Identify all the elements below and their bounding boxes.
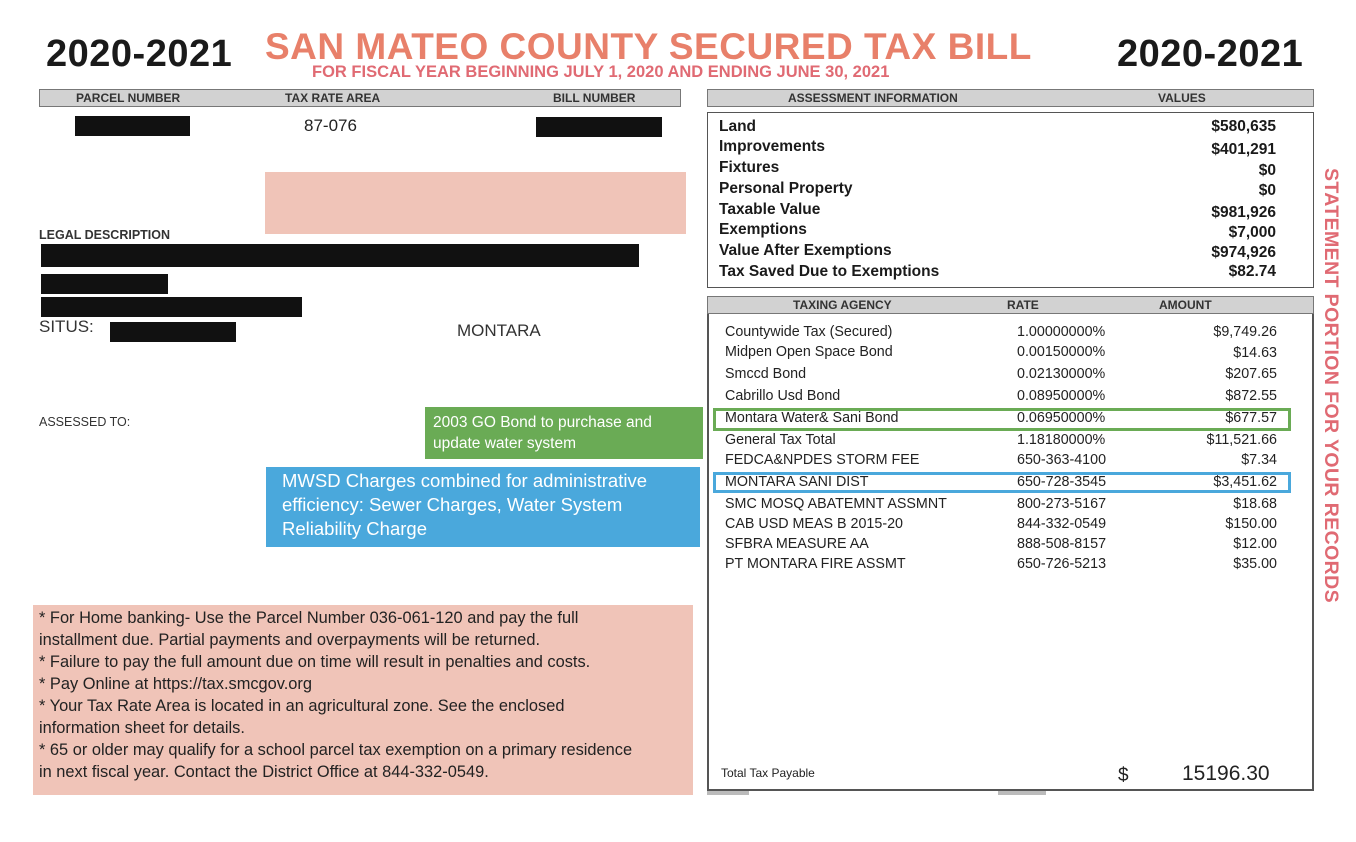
tax-row — [725, 496, 1277, 512]
statement-portion-side-text: STATEMENT PORTION FOR YOUR RECORDS — [1320, 168, 1342, 604]
note-line: information sheet for details. — [39, 719, 245, 737]
redacted-bill-number — [536, 117, 662, 137]
assessment-value: $974,926 — [1211, 244, 1276, 261]
tax-rate: 1.18180000% — [1017, 432, 1106, 448]
taxing-agency-label: TAXING AGENCY — [793, 298, 892, 312]
assessment-info-label: ASSESSMENT INFORMATION — [788, 91, 958, 105]
assessment-label: Value After Exemptions — [719, 242, 892, 259]
tax-row — [725, 432, 1277, 448]
redacted-parcel-number — [75, 116, 190, 136]
tax-agency: SFBRA MEASURE AA — [725, 536, 869, 552]
tax-amount: $207.65 — [1225, 366, 1277, 382]
tax-amount: $3,451.62 — [1213, 474, 1277, 490]
tax-agency: SMC MOSQ ABATEMNT ASSMNT — [725, 496, 947, 512]
tax-row — [725, 324, 1277, 340]
assessment-label: Exemptions — [719, 221, 807, 238]
tax-amount: $677.57 — [1225, 410, 1277, 426]
situs-label: SITUS: — [39, 317, 94, 336]
tax-amount: $872.55 — [1225, 388, 1277, 404]
rate-label: RATE — [1007, 298, 1039, 312]
tax-rate: 0.02130000% — [1017, 366, 1106, 382]
assessment-label: Fixtures — [719, 159, 780, 176]
tax-agency: FEDCA&NPDES STORM FEE — [725, 452, 920, 468]
assessment-row-exemptions — [719, 221, 1276, 239]
payment-notes — [33, 605, 693, 795]
tax-agency: Montara Water& Sani Bond — [725, 410, 899, 426]
assessed-to-label: ASSESSED TO: — [39, 415, 131, 429]
amount-label: AMOUNT — [1159, 298, 1212, 312]
assessment-value: $981,926 — [1211, 204, 1276, 221]
values-label: VALUES — [1158, 91, 1206, 105]
redacted-block — [265, 172, 686, 234]
note-line: * For Home banking- Use the Parcel Number 036-061-120 and pay the full — [39, 609, 579, 627]
tax-agency: MONTARA SANI DIST — [725, 474, 869, 490]
tax-row — [725, 536, 1277, 552]
tax-rate: 650-728-3545 — [1017, 474, 1107, 490]
tax-rate: 888-508-8157 — [1017, 536, 1107, 552]
tax-row — [725, 410, 1277, 426]
assessment-value: $0 — [1258, 162, 1276, 179]
taxing-header-bar — [707, 296, 1314, 314]
assessment-header-bar — [707, 89, 1314, 107]
blue-annotation-line: efficiency: Sewer Charges, Water System — [282, 494, 623, 515]
redacted-legal-line-3 — [41, 297, 302, 317]
assessment-row-tax-saved — [719, 263, 1276, 281]
situs-city: MONTARA — [457, 321, 541, 340]
assessment-label: Improvements — [719, 138, 825, 155]
tax-rate: 650-726-5213 — [1017, 556, 1107, 572]
footer-tab-right — [998, 791, 1046, 795]
blue-annotation-line: Reliability Charge — [282, 518, 427, 539]
note-line: * Pay Online at https://tax.smcgov.org — [39, 675, 312, 693]
parcel-header-bar — [39, 89, 681, 107]
tax-agency: PT MONTARA FIRE ASSMT — [725, 556, 906, 572]
green-annotation-line: update water system — [433, 435, 577, 452]
note-line: in next fiscal year. Contact the District Office at 844-332-0549. — [39, 763, 489, 781]
assessment-value: $580,635 — [1211, 118, 1276, 135]
total-currency-symbol: $ — [1118, 765, 1129, 786]
assessment-row-personal-property — [719, 180, 1276, 198]
tax-amount: $18.68 — [1233, 496, 1277, 512]
tax-row — [725, 556, 1277, 572]
note-line: installment due. Partial payments and overpayments will be returned. — [39, 631, 541, 649]
assessment-value: $7,000 — [1228, 224, 1276, 241]
blue-annotation — [266, 467, 700, 547]
redacted-legal-line-2 — [41, 274, 168, 294]
bill-title: SAN MATEO COUNTY SECURED TAX BILL — [265, 26, 1032, 67]
note-line: * Failure to pay the full amount due on time will result in penalties and costs. — [39, 653, 591, 671]
assessment-row-improvements — [719, 138, 1276, 156]
tax-amount: $9,749.26 — [1213, 324, 1277, 340]
assessment-label: Taxable Value — [719, 201, 821, 218]
total-tax-payable-value: 15196.30 — [1182, 762, 1270, 785]
assessment-value: $0 — [1258, 182, 1276, 199]
assessment-row-fixtures — [719, 159, 1276, 177]
assessment-label: Tax Saved Due to Exemptions — [719, 263, 940, 280]
tax-row — [725, 388, 1277, 404]
assessment-row-land — [719, 118, 1276, 136]
assessment-value: $82.74 — [1228, 263, 1276, 280]
tax-row — [725, 344, 1277, 360]
assessment-label: Personal Property — [719, 180, 853, 197]
tax-amount: $150.00 — [1225, 516, 1277, 532]
tax-rate: 650-363-4100 — [1017, 452, 1107, 468]
tax-rate: 1.00000000% — [1017, 324, 1106, 340]
tax-row — [725, 474, 1277, 490]
note-line: * Your Tax Rate Area is located in an agricultural zone. See the enclosed — [39, 697, 565, 715]
tax-agency: General Tax Total — [725, 432, 836, 448]
tax-row — [725, 452, 1277, 468]
total-tax-payable-label: Total Tax Payable — [721, 766, 815, 780]
tax-rate-area-value: 87-076 — [304, 116, 357, 135]
taxing-box-left-border — [707, 314, 709, 790]
tax-rate: 844-332-0549 — [1017, 516, 1107, 532]
tax-rate: 0.00150000% — [1017, 344, 1106, 360]
bill-number-label: BILL NUMBER — [553, 91, 636, 105]
green-annotation-line: 2003 GO Bond to purchase and — [433, 414, 652, 431]
bill-subtitle: FOR FISCAL YEAR BEGINNING JULY 1, 2020 AND ENDING JUNE 30, 2021 — [312, 63, 890, 81]
green-annotation — [425, 407, 703, 459]
tax-amount: $14.63 — [1233, 345, 1277, 361]
redacted-situs-address — [110, 322, 236, 342]
tax-rate: 800-273-5167 — [1017, 496, 1107, 512]
tax-agency: Countywide Tax (Secured) — [725, 324, 893, 340]
tax-amount: $11,521.66 — [1206, 432, 1277, 448]
assessment-label: Land — [719, 118, 757, 135]
fiscal-year-right: 2020-2021 — [1117, 33, 1304, 75]
tax-rate: 0.06950000% — [1017, 410, 1106, 426]
tax-agency: Cabrillo Usd Bond — [725, 388, 841, 404]
tax-amount: $7.34 — [1241, 452, 1277, 468]
redacted-legal-line-1 — [41, 244, 639, 267]
fiscal-year-left: 2020-2021 — [46, 33, 233, 75]
parcel-number-label: PARCEL NUMBER — [76, 91, 181, 105]
tax-amount: $12.00 — [1233, 536, 1277, 552]
blue-annotation-line: MWSD Charges combined for administrative — [282, 470, 647, 491]
assessment-row-value-after-exemptions — [719, 242, 1276, 260]
tax-agency: Midpen Open Space Bond — [725, 344, 893, 360]
note-line: * 65 or older may qualify for a school parcel tax exemption on a primary residence — [39, 741, 633, 759]
tax-agency: Smccd Bond — [725, 366, 807, 382]
tax-rate-area-label: TAX RATE AREA — [285, 91, 381, 105]
tax-rate: 0.08950000% — [1017, 388, 1106, 404]
tax-row — [725, 366, 1277, 382]
assessment-value: $401,291 — [1211, 141, 1276, 158]
assessment-row-taxable-value — [719, 201, 1276, 219]
footer-tab-left — [707, 791, 749, 795]
legal-description-label: LEGAL DESCRIPTION — [39, 228, 171, 242]
tax-row — [725, 516, 1277, 532]
tax-agency: CAB USD MEAS B 2015-20 — [725, 516, 903, 532]
tax-amount: $35.00 — [1233, 556, 1277, 572]
